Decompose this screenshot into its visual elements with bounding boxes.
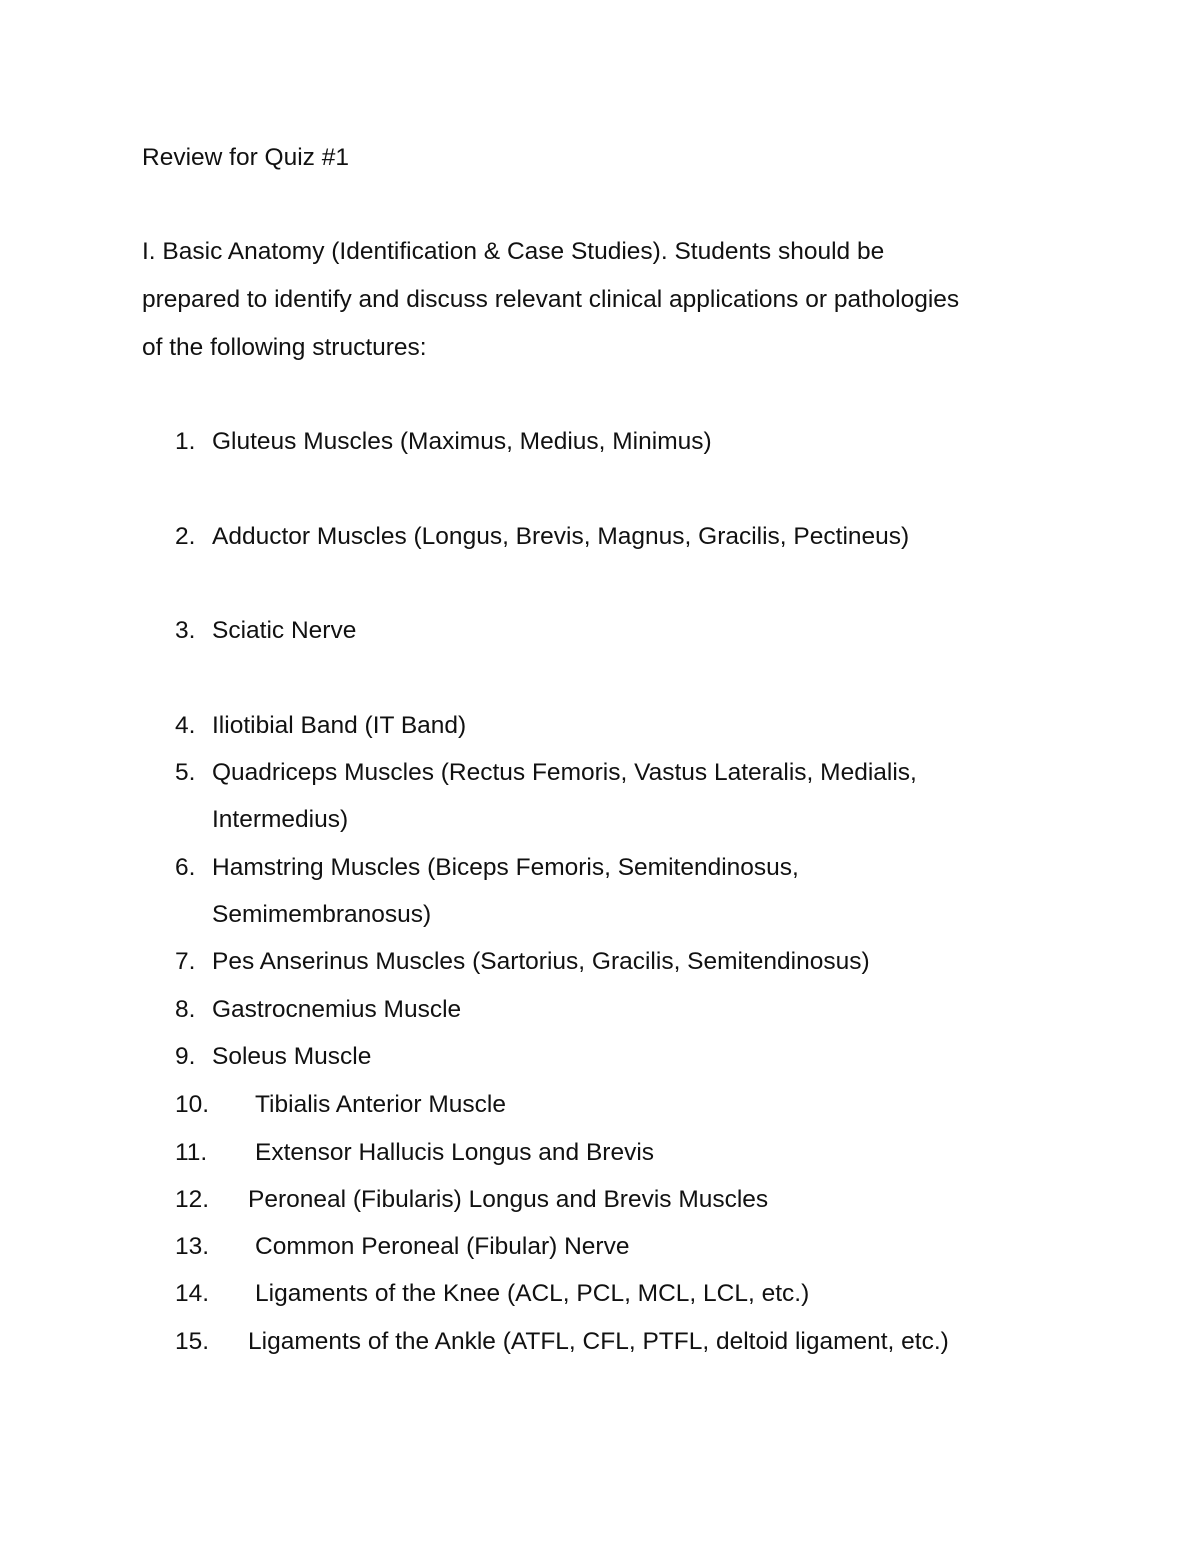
list-item-number: 10. bbox=[175, 1091, 210, 1118]
list-item-number: 9. bbox=[175, 1043, 196, 1070]
list-item-text: Iliotibial Band (IT Band) bbox=[212, 712, 467, 739]
document-title: Review for Quiz #1 bbox=[142, 144, 349, 171]
list-item-number: 14. bbox=[175, 1280, 210, 1307]
list-item-text: Common Peroneal (Fibular) Nerve bbox=[255, 1233, 630, 1260]
list-item-continuation: Semimembranosus) bbox=[212, 901, 432, 928]
intro-line-3: of the following structures: bbox=[142, 334, 427, 361]
list-item-number: 7. bbox=[175, 948, 196, 975]
list-item-number: 4. bbox=[175, 712, 196, 739]
list-item-text: Gluteus Muscles (Maximus, Medius, Minimus) bbox=[212, 428, 712, 455]
list-item-text: Gastrocnemius Muscle bbox=[212, 996, 462, 1023]
intro-paragraph bbox=[142, 235, 1072, 379]
list-item-number: 2. bbox=[175, 523, 196, 550]
intro-line-1: I. Basic Anatomy (Identification & Case Studies). Students should be bbox=[142, 238, 885, 265]
intro-line-2: prepared to identify and discuss relevant clinical applications or pathologies bbox=[142, 286, 960, 313]
list-item-number: 8. bbox=[175, 996, 196, 1023]
list-item-text: Extensor Hallucis Longus and Brevis bbox=[255, 1139, 655, 1166]
list-item-text: Hamstring Muscles (Biceps Femoris, Semitendinosus, bbox=[212, 854, 799, 881]
list-item-number: 13. bbox=[175, 1233, 210, 1260]
list-item-number: 15. bbox=[175, 1328, 210, 1355]
list-item-text: Adductor Muscles (Longus, Brevis, Magnus, Gracilis, Pectineus) bbox=[212, 523, 910, 550]
list-item-number: 1. bbox=[175, 428, 196, 455]
list-item-number: 12. bbox=[175, 1186, 210, 1213]
list-item-text: Pes Anserinus Muscles (Sartorius, Gracilis, Semitendinosus) bbox=[212, 948, 870, 975]
list-item-text: Tibialis Anterior Muscle bbox=[255, 1091, 506, 1118]
list-item-number: 5. bbox=[175, 759, 196, 786]
list-item-number: 3. bbox=[175, 617, 196, 644]
list-item-number: 6. bbox=[175, 854, 196, 881]
list-item-continuation: Intermedius) bbox=[212, 806, 349, 833]
list-item-text: Ligaments of the Knee (ACL, PCL, MCL, LCL, etc.) bbox=[255, 1280, 810, 1307]
list-item-text: Quadriceps Muscles (Rectus Femoris, Vastus Lateralis, Medialis, bbox=[212, 759, 917, 786]
list-item-text: Sciatic Nerve bbox=[212, 617, 357, 644]
list-item-text: Peroneal (Fibularis) Longus and Brevis Muscles bbox=[248, 1186, 769, 1213]
list-item-text: Ligaments of the Ankle (ATFL, CFL, PTFL, deltoid ligament, etc.) bbox=[248, 1328, 949, 1355]
list-item-text: Soleus Muscle bbox=[212, 1043, 372, 1070]
list-item-number: 11. bbox=[175, 1139, 208, 1166]
